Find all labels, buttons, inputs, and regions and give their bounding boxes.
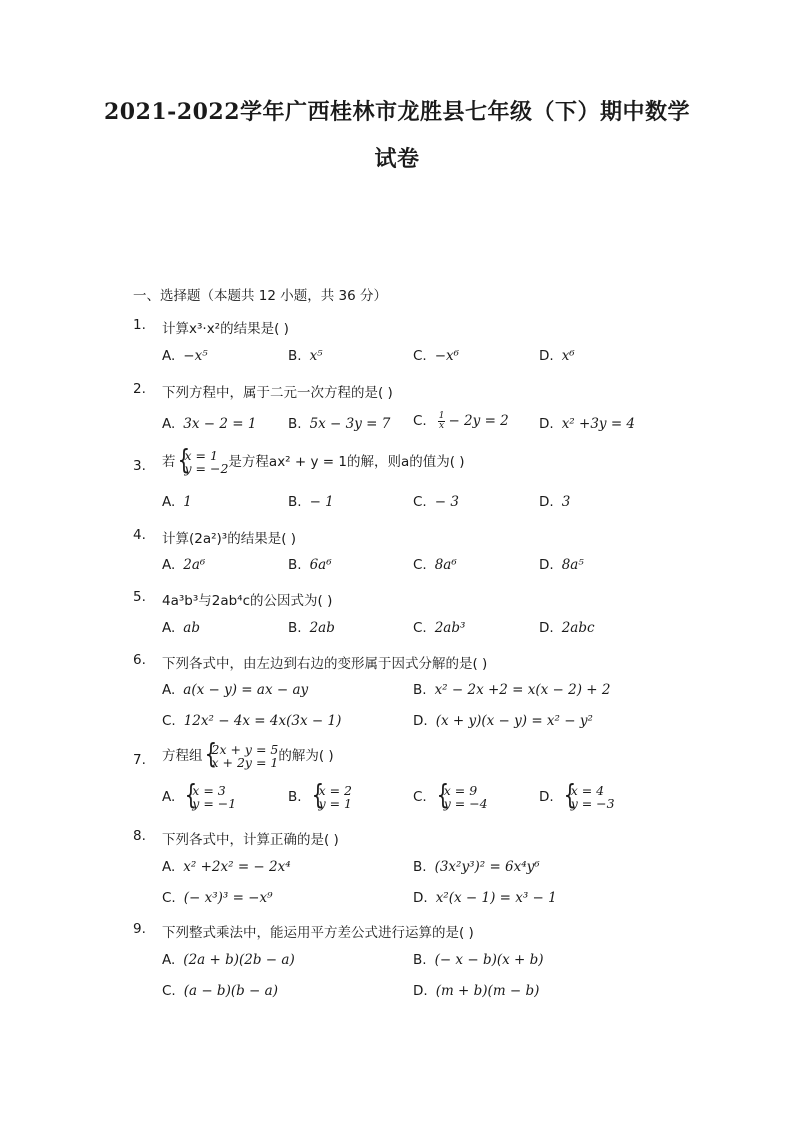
section-heading: 一、选择题（本题共 12 小题，共 36 分） [133,288,388,304]
option-c: C. 2ab³ [413,620,466,636]
question-text: 方程组 { 2x + y = 5 x + 2y = 1 的解为( ) [162,743,334,769]
option-a: A. 1 [162,494,192,510]
option-b: B. x² − 2x +2 = x(x − 2) + 2 [413,682,611,698]
question-text: 下列各式中，由左边到右边的变形属于因式分解的是( ) [162,656,488,672]
option-b: B. 6a⁶ [288,557,332,573]
question-text: 若 { x = 1 y = −2 是方程ax² + y = 1的解，则a的值为( ) [162,449,465,475]
question-number: 5. [133,589,146,605]
option-a: A. { x = 3 y = −1 [162,784,236,810]
page-title-line1: 2021-2022学年广西桂林市龙胜县七年级（下）期中数学 [103,99,691,125]
question-text: 下列各式中，计算正确的是( ) [162,832,339,848]
fraction: $\frac{1}{x}$ [438,411,445,431]
option-d: D. 3 [539,494,571,510]
option-b: B. 2ab [288,620,335,636]
page-title-line2: 试卷 [374,146,420,172]
question-text: 计算x³·x²的结果是( ) [162,321,289,337]
option-a: A. a(x − y) = ax − ay [162,682,309,698]
option-d: D. { x = 4 y = −3 [539,784,615,810]
option-a: A. x² +2x² = − 2x⁴ [162,859,291,875]
option-d: D. x² +3y = 4 [539,416,636,432]
option-d: D. (m + b)(m − b) [413,983,540,999]
equation-system: { x = 1 y = −2 [176,449,229,475]
question-number: 2. [133,381,146,397]
option-b: B. 5x − 3y = 7 [288,416,391,432]
question-number: 7. [133,752,146,768]
question-text: 下列整式乘法中，能运用平方差公式进行运算的是( ) [162,925,474,941]
option-c: C. (a − b)(b − a) [162,983,278,999]
option-a: A. (2a + b)(2b − a) [162,952,295,968]
question-text: 计算(2a²)³的结果是( ) [162,531,297,547]
equation-system: { 2x + y = 5 x + 2y = 1 [203,743,279,769]
option-d: D. 2abc [539,620,595,636]
option-c: C. − 3 [413,494,459,510]
option-d: D. x²(x − 1) = x³ − 1 [413,890,557,906]
option-a: A. 2a⁶ [162,557,206,573]
option-b: B. (3x²y³)² = 6x⁴y⁶ [413,859,540,875]
option-d: D. x⁶ [539,348,575,364]
option-b: B. − 1 [288,494,334,510]
question-number: 8. [133,828,146,844]
option-b: B. x⁵ [288,348,323,364]
option-b: B. (− x − b)(x + b) [413,952,544,968]
option-c: C. 8a⁶ [413,557,457,573]
question-number: 1. [133,317,146,333]
option-b: B. { x = 2 y = 1 [288,784,352,810]
question-number: 4. [133,527,146,543]
option-a: A. 3x − 2 = 1 [162,416,257,432]
question-number: 3. [133,458,146,474]
question-number: 9. [133,921,146,937]
question-number: 6. [133,652,146,668]
option-c: C. −x⁶ [413,348,460,364]
question-text: 4a³b³与2ab⁴c的公因式为( ) [162,593,333,609]
option-c: C. 12x² − 4x = 4x(3x − 1) [162,713,342,729]
question-text: 下列方程中，属于二元一次方程的是( ) [162,385,393,401]
option-c: C. (− x³)³ = −x⁹ [162,890,273,906]
option-a: A. ab [162,620,200,636]
option-c: C. $\frac{1}{x}$ − 2y = 2 [413,411,509,431]
option-c: C. { x = 9 y = −4 [413,784,488,810]
option-d: D. (x + y)(x − y) = x² − y² [413,713,593,729]
option-a: A. −x⁵ [162,348,208,364]
option-d: D. 8a⁵ [539,557,584,573]
